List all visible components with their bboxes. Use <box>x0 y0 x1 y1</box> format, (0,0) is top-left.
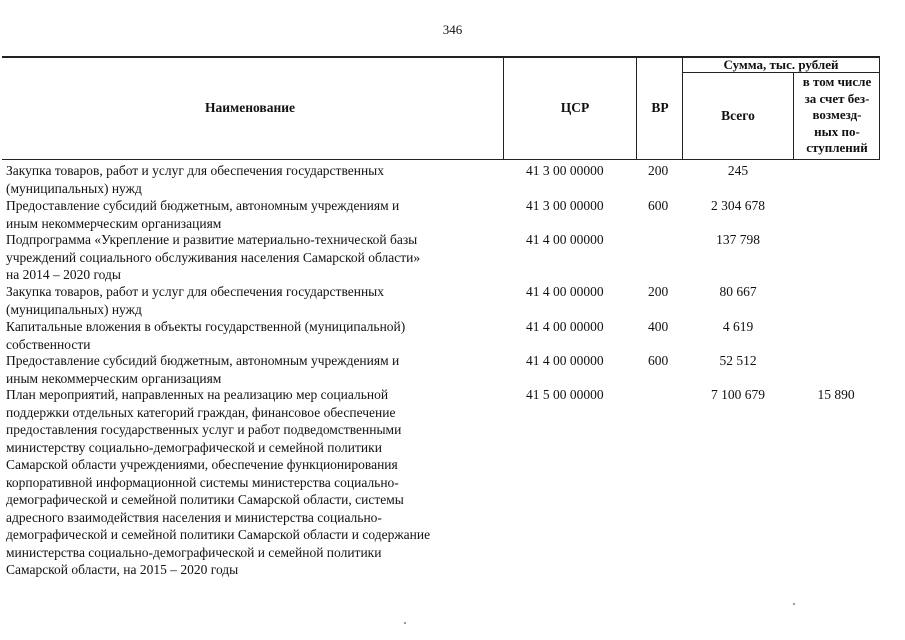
row-name <box>6 283 504 318</box>
row-name-line: предоставления государственных услуг и работ подведомственными <box>6 422 402 437</box>
row-name-line: План мероприятий, направленных на реализацию мер социальной <box>6 387 389 402</box>
row-name <box>6 197 504 232</box>
row-name-line: адресного взаимодействия населения и министерства социально- <box>6 509 382 525</box>
row-name-line: (муниципальных) нужд <box>6 301 142 317</box>
row-csr: 41 3 00 00000 <box>526 198 604 213</box>
header-total: Всего <box>721 108 755 123</box>
row-name-line: Самарской области учреждениями, обеспечение функционирования <box>6 457 398 472</box>
row-vr: 600 <box>648 198 669 213</box>
row-name-line: Предоставление субсидий бюджетным, автономным учреждениям и <box>6 198 400 213</box>
row-total: 7 100 679 <box>711 387 765 402</box>
header-vr: ВР <box>651 100 669 115</box>
row-name-line: демографической и семейной политики Самарской области, системы <box>6 492 404 507</box>
header-name: Наименование <box>205 100 295 115</box>
row-name-line: на 2014 – 2020 годы <box>6 267 121 282</box>
row-vr: 600 <box>648 353 669 368</box>
row-csr: 41 4 00 00000 <box>526 319 604 334</box>
row-name <box>6 162 504 197</box>
header-sum: Сумма, тыс. рублей <box>723 57 839 72</box>
row-total: 2 304 678 <box>711 198 765 213</box>
header-grants-line: возмезд- <box>812 107 862 122</box>
row-name-line: Закупка товаров, работ и услуг для обеспечения государственных <box>6 284 385 299</box>
row-name-line: Подпрограмма «Укрепление и развитие материально-технической базы <box>6 232 418 247</box>
row-name-line: собственности <box>6 336 91 352</box>
column-divider <box>503 56 504 159</box>
row-csr: 41 4 00 00000 <box>526 284 604 299</box>
header-grants-line: ных по- <box>814 123 860 139</box>
header-grants-line: за счет без- <box>804 90 870 106</box>
header-csr: ЦСР <box>560 100 590 115</box>
row-name-line: (муниципальных) нужд <box>6 180 142 196</box>
row-csr: 41 3 00 00000 <box>526 163 604 178</box>
row-name <box>6 352 504 387</box>
row-csr: 41 4 00 00000 <box>526 353 604 368</box>
row-name-line: Капитальные вложения в объекты государственной (муниципальной) <box>6 319 406 334</box>
row-vr: 200 <box>648 163 669 178</box>
row-vr: 400 <box>648 319 669 334</box>
row-name-line: Предоставление субсидий бюджетным, автономным учреждениям и <box>6 353 400 368</box>
row-total: 137 798 <box>716 232 760 247</box>
row-grant: 15 890 <box>817 387 855 402</box>
row-total: 4 619 <box>722 319 754 334</box>
row-total: 80 667 <box>719 284 757 299</box>
header-grants <box>794 74 880 157</box>
row-csr: 41 5 00 00000 <box>526 387 604 402</box>
row-total: 245 <box>727 163 749 178</box>
header-grants-line: ступлений <box>806 140 868 155</box>
row-name <box>6 386 504 579</box>
row-name-line: министерству социально-демографической и семейной политики <box>6 439 382 455</box>
row-name-line: демографической и семейной политики Самарской области и содержание <box>6 527 431 542</box>
scan-speck <box>404 622 406 624</box>
row-total: 52 512 <box>719 353 757 368</box>
row-name-line: корпоративной информационной системы министерства социально- <box>6 474 399 490</box>
row-vr: 200 <box>648 284 669 299</box>
row-name <box>6 231 504 284</box>
row-name-line: поддержки отдельных категорий граждан, финансовое обеспечение <box>6 404 396 420</box>
row-name-line: учреждений социального обслуживания населения Самарской области» <box>6 249 421 265</box>
row-name-line: иным некоммерческим организациям <box>6 215 222 231</box>
row-name-line: иным некоммерческим организациям <box>6 370 222 386</box>
row-name <box>6 318 504 353</box>
header-grants-line: в том числе <box>802 74 872 89</box>
scan-speck <box>793 603 795 605</box>
column-divider <box>636 56 637 159</box>
page-number: 346 <box>442 22 463 37</box>
row-csr: 41 4 00 00000 <box>526 232 604 247</box>
row-name-line: Самарской области, на 2015 – 2020 годы <box>6 562 239 577</box>
row-name-line: министерства социально-демографической и семейной политики <box>6 544 382 560</box>
row-name-line: Закупка товаров, работ и услуг для обеспечения государственных <box>6 163 385 178</box>
